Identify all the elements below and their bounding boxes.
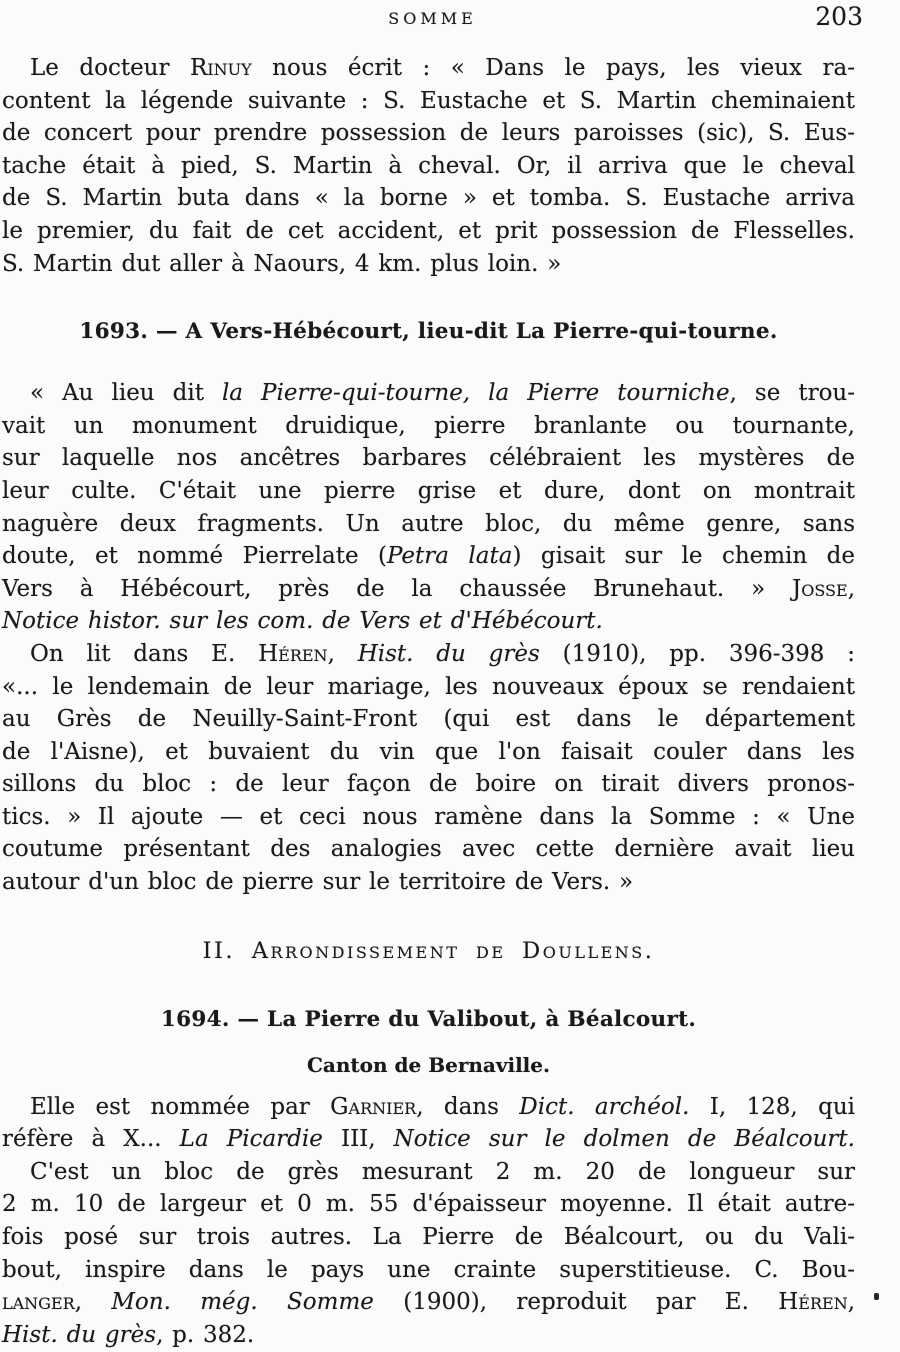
text-segment: I, 128, qui: [689, 1093, 855, 1120]
text-segment: ,: [74, 1289, 112, 1316]
italic-text: Petra lata: [386, 543, 513, 570]
text-line: [2, 52, 855, 85]
text-line: [2, 573, 855, 606]
text-segment: S. Martin dut aller à Naours, 4 km. plus loin. »: [2, 250, 562, 277]
text-segment: ) gisait sur le chemin de: [512, 543, 855, 570]
ink-speck: [874, 1293, 879, 1300]
text-segment: de concert pour prendre possession de leurs paroisses (sic), S. Eus-: [2, 120, 855, 147]
italic-text: Hist. du grès: [2, 1321, 157, 1348]
paragraph-garnier: [2, 1091, 855, 1156]
smallcaps-name: Josse: [792, 575, 848, 602]
text-segment: bout, inspire dans le pays une crainte superstitieuse. C. Bou-: [2, 1256, 855, 1283]
italic-text: Mon. még. Somme: [111, 1289, 374, 1316]
text-segment: 2 m. 10 de largeur et 0 m. 55 d'épaisseur moyenne. Il était autre-: [2, 1191, 855, 1218]
text-segment: ,: [847, 1289, 856, 1316]
text-line: [2, 215, 855, 248]
text-segment: tache était à pied, S. Martin à cheval. Or, il arriva que le cheval: [2, 152, 855, 179]
text-segment: de l'Aisne), et buvaient du vin que l'on faisait couler dans les: [2, 738, 855, 765]
paragraph-pierre-qui-tourne: [2, 377, 855, 638]
text-line: [2, 671, 855, 704]
text-line: [2, 703, 855, 736]
text-line: [2, 475, 855, 508]
text-segment: ,: [327, 640, 358, 667]
section-heading: II. Arrondissement de Doullens.: [202, 937, 655, 964]
text-segment: au Grès de Neuilly-Saint-Front (qui est dans le département: [2, 706, 855, 733]
text-segment: Elle est nommée par: [30, 1093, 331, 1120]
text-segment: «... le lendemain de leur mariage, les nouveaux époux se rendaient: [2, 673, 855, 700]
smallcaps-name: Héren: [258, 640, 328, 667]
text-segment: « Au lieu dit: [30, 380, 222, 407]
smallcaps-name: Héren: [778, 1289, 848, 1316]
text-segment: coutume présentant des analogies avec cette dernière avait lieu: [2, 836, 855, 863]
text-segment: C'est un bloc de grès mesurant 2 m. 20 de longueur sur: [30, 1158, 855, 1185]
text-segment: leur culte. C'était une pierre grise et dure, dont on montrait: [2, 477, 855, 504]
text-segment: vait un monument druidique, pierre branlante ou tournante,: [2, 412, 855, 439]
text-line: [2, 182, 855, 215]
text-segment: naguère deux fragments. Un autre bloc, du même genre, sans: [2, 510, 855, 537]
smallcaps-name: langer: [2, 1289, 75, 1316]
text-segment: content la légende suivante : S. Eustache et S. Martin cheminaient: [2, 87, 855, 114]
text-block: [2, 52, 855, 1351]
italic-text: Notice sur le dolmen de Béalcourt.: [393, 1126, 855, 1153]
italic-text: la Pierre tourniche: [488, 380, 730, 407]
text-line: [2, 605, 855, 638]
entry-1694-heading: 1694. — La Pierre du Valibout, à Béalcourt.: [160, 1006, 697, 1032]
text-segment: nous écrit : « Dans le pays, les vieux ra-: [251, 55, 855, 81]
text-line: [2, 1319, 855, 1352]
italic-text: Dict. archéol.: [519, 1093, 690, 1120]
text-line: [2, 150, 855, 183]
paragraph-rinuy: [2, 52, 855, 280]
text-segment: , se trou-: [729, 380, 855, 407]
text-line: [2, 377, 855, 410]
text-line: [2, 866, 855, 899]
text-segment: [470, 380, 488, 406]
text-segment: On lit dans E.: [30, 640, 259, 667]
text-line: [2, 410, 855, 443]
smallcaps-name: Garnier: [330, 1093, 417, 1120]
text-line: [2, 1091, 855, 1124]
text-segment: ,: [847, 575, 855, 602]
text-line: [2, 1254, 855, 1287]
text-line: [2, 1156, 855, 1189]
text-line: [2, 1221, 855, 1254]
text-segment: autour d'un bloc de pierre sur le territoire de Vers. »: [2, 869, 634, 896]
text-segment: le premier, du fait de cet accident, et prit possession de Flesselles.: [2, 217, 855, 244]
text-line: [2, 442, 855, 475]
text-segment: III,: [322, 1126, 394, 1153]
text-segment: tics. » Il ajoute — et ceci nous ramène dans la Somme : « Une: [2, 803, 855, 830]
smallcaps-name: Rinuy: [189, 55, 252, 81]
text-line: [2, 736, 855, 769]
italic-text: Notice histor. sur les com. de Vers et d'Hébécourt.: [2, 608, 603, 635]
text-segment: réfère à X...: [2, 1126, 180, 1153]
text-segment: (1900), reproduit par E.: [373, 1289, 779, 1316]
text-line: [2, 1188, 855, 1221]
italic-text: Hist. du grès: [357, 640, 540, 667]
text-segment: (1910), pp. 396-398 :: [539, 640, 855, 667]
text-segment: doute, et nommé Pierrelate (: [2, 543, 387, 570]
text-line: [2, 638, 855, 671]
text-segment: sur laquelle nos ancêtres barbares célébraient les mystères de: [2, 445, 855, 472]
paragraph-heren: [2, 638, 855, 899]
text-line: [2, 508, 855, 541]
text-line: [2, 248, 855, 281]
text-line: [2, 540, 855, 573]
text-line: [2, 117, 855, 150]
running-header: [2, 2, 863, 31]
text-line: [2, 1123, 855, 1156]
text-line: [2, 801, 855, 834]
text-segment: , p. 382.: [156, 1321, 255, 1348]
italic-text: La Picardie: [179, 1126, 323, 1153]
text-line: [2, 768, 855, 801]
text-segment: sillons du bloc : de leur façon de boire on tirait divers pronos-: [2, 771, 855, 798]
running-title: SOMME: [388, 9, 477, 28]
text-segment: fois posé sur trois autres. La Pierre de Béalcourt, ou du Vali-: [2, 1224, 855, 1251]
text-segment: , dans: [416, 1093, 520, 1120]
canton-heading: Canton de Bernaville.: [307, 1052, 550, 1077]
paragraph-bloc-gres: [2, 1156, 855, 1352]
text-line: [2, 85, 855, 118]
italic-text: la Pierre-qui-tourne,: [221, 380, 471, 407]
text-segment: Vers à Hébécourt, près de la chaussée Brunehaut. »: [2, 575, 793, 602]
text-segment: Le docteur: [30, 55, 190, 81]
text-line: [2, 1286, 855, 1319]
entry-1693-heading: 1693. — A Vers-Hébécourt, lieu-dit La Pierre-qui-tourne.: [79, 319, 778, 345]
text-segment: de S. Martin buta dans « la borne » et tomba. S. Eustache arriva: [2, 185, 855, 212]
page-number: 203: [815, 2, 863, 31]
text-line: [2, 833, 855, 866]
